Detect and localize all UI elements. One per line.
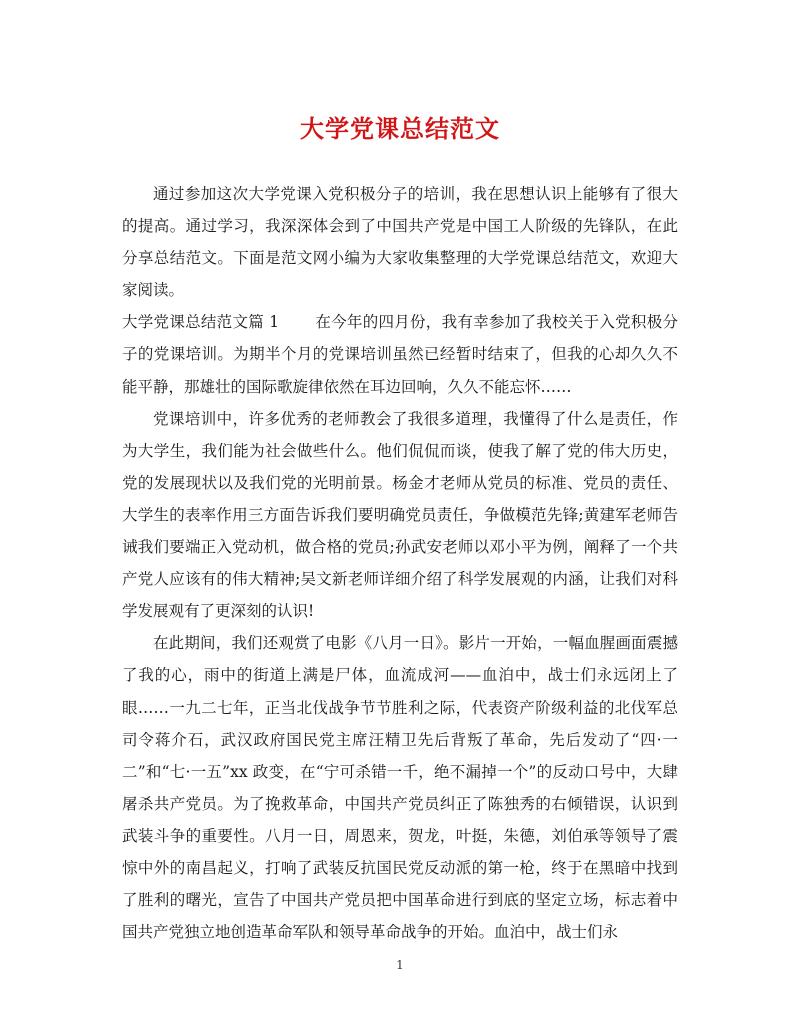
page-title: 大学党课总结范文 bbox=[300, 114, 500, 143]
section-paragraph bbox=[122, 306, 678, 402]
intro-paragraph: 通过参加这次大学党课入党积极分子的培训，我在思想认识上能够有了很大的提高。通过学习，我深深体会到了中国共产党是中国工人阶级的先锋队，在此分享总结范文。下面是范文网小编为大家收集整理的大学党课总结范文，欢迎大家阅读。 bbox=[122, 185, 678, 300]
section-first-text: 在今年的四月份，我有幸参加了我校关于入党积极分子的党课培训。为期半个月的党课培训虽然已经暂时结束了，但我的心却久久不能平静，那雄壮的国际歌旋律依然在耳边回响，久久不能忘怀…… bbox=[122, 313, 678, 396]
page-number: 1 bbox=[396, 958, 404, 972]
section-label: 大学党课总结范文篇 1 bbox=[122, 313, 280, 332]
document-body bbox=[122, 178, 678, 948]
body-paragraph-film: 在此期间，我们还观赏了电影《八月一日》。影片一开始，一幅血腥画面震撼了我的心，雨中的街道上满是尸体，血流成河——血泊中，战士们永远闭上了眼……一九二七年，正当北伐战争节节胜利之际，代表资产阶级利益的北伐军总司令蒋介石，武汉政府国民党主席汪精卫先后背叛了革命，先后发动了“四·一二”和“七·一五”xx 政变，在“宁可杀错一千，绝不漏掉一个”的反动口号中，大肆屠杀共产党员。为了挽救革命，中国共产党员纠正了陈独秀的右倾错误，认识到武装斗争的重要性。八月一日，周恩来，贺龙，叶挺，朱德，刘伯承等领导了震惊中外的南昌起义，打响了武装反抗国民党反动派的第一枪，终于在黑暗中找到了胜利的曙光，宣告了中国共产党员把中国革命进行到底的坚定立场，标志着中国共产党独立地创造革命军队和领导革命战争的开始。血泊中，战士们永 bbox=[122, 634, 678, 942]
body-paragraph-training: 党课培训中，许多优秀的老师教会了我很多道理，我懂得了什么是责任，作为大学生，我们能为社会做些什么。他们侃侃而谈，使我了解了党的伟大历史，党的发展现状以及我们党的光明前景。杨金才老师从党员的标准、党员的责任、大学生的表率作用三方面告诉我们要明确党员责任，争做模范先锋;黄建军老师告诫我们要端正入党动机，做合格的党员;孙武安老师以邓小平为例，阐释了一个共产党人应该有的伟大精神;吴文新老师详细介绍了科学发展观的内涵，让我们对科学发展观有了更深刻的认识! bbox=[122, 409, 678, 621]
